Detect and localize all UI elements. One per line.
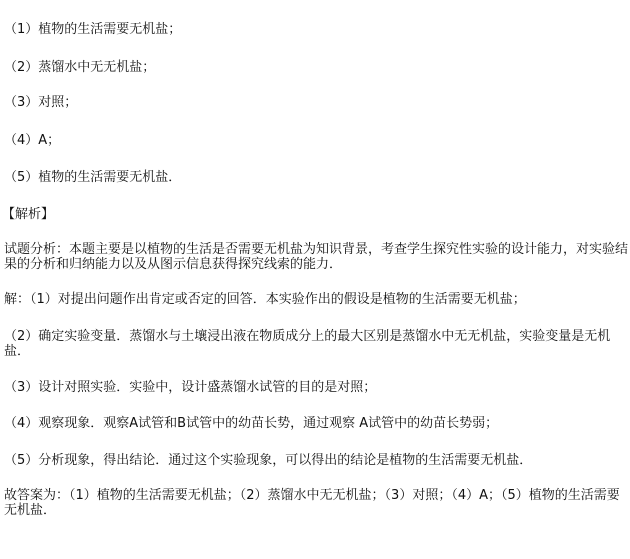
answer-line-4: （4）A； (4, 133, 61, 148)
answer-line-1: （1）植物的生活需要无机盐； (4, 22, 182, 37)
solution-step-3: （3）设计对照实验．实验中，设计盛蒸馏水试管的目的是对照； (4, 380, 377, 395)
solution-step-5: （5）分析现象，得出结论．通过这个实验现象，可以得出的结论是植物的生活需要无机盐． (4, 453, 533, 468)
solution-step-4: （4）观察现象．观察A试管和B试管中的幼苗长势，通过观察 A试管中的幼苗长势弱； (4, 416, 499, 431)
solution-step-1: 解：（1）对提出问题作出肯定或否定的回答．本实验作出的假设是植物的生活需要无机盐； (4, 292, 526, 307)
solution-step-2: （2）确定实验变量．蒸馏水与土壤浸出液在物质成分上的最大区别是蒸馏水中无无机盐，实验变量是无机盐． (4, 329, 611, 359)
answer-line-3: （3）对照； (4, 95, 78, 110)
final-answer: 故答案为：（1）植物的生活需要无机盐；（2）蒸馏水中无无机盐；（3）对照；（4）A；（5）植物的生活需要无机盐． (4, 488, 620, 518)
answer-line-2: （2）蒸馏水中无无机盐； (4, 60, 156, 75)
answer-line-5: （5）植物的生活需要无机盐． (4, 170, 182, 185)
analysis-intro: 试题分析：本题主要是以植物的生活是否需要无机盐为知识背景，考查学生探究性实验的设计能力，对实验结果的分析和归纳能力以及从图示信息获得探究线索的能力． (4, 242, 629, 272)
analysis-heading: 【解析】 (2, 207, 55, 222)
